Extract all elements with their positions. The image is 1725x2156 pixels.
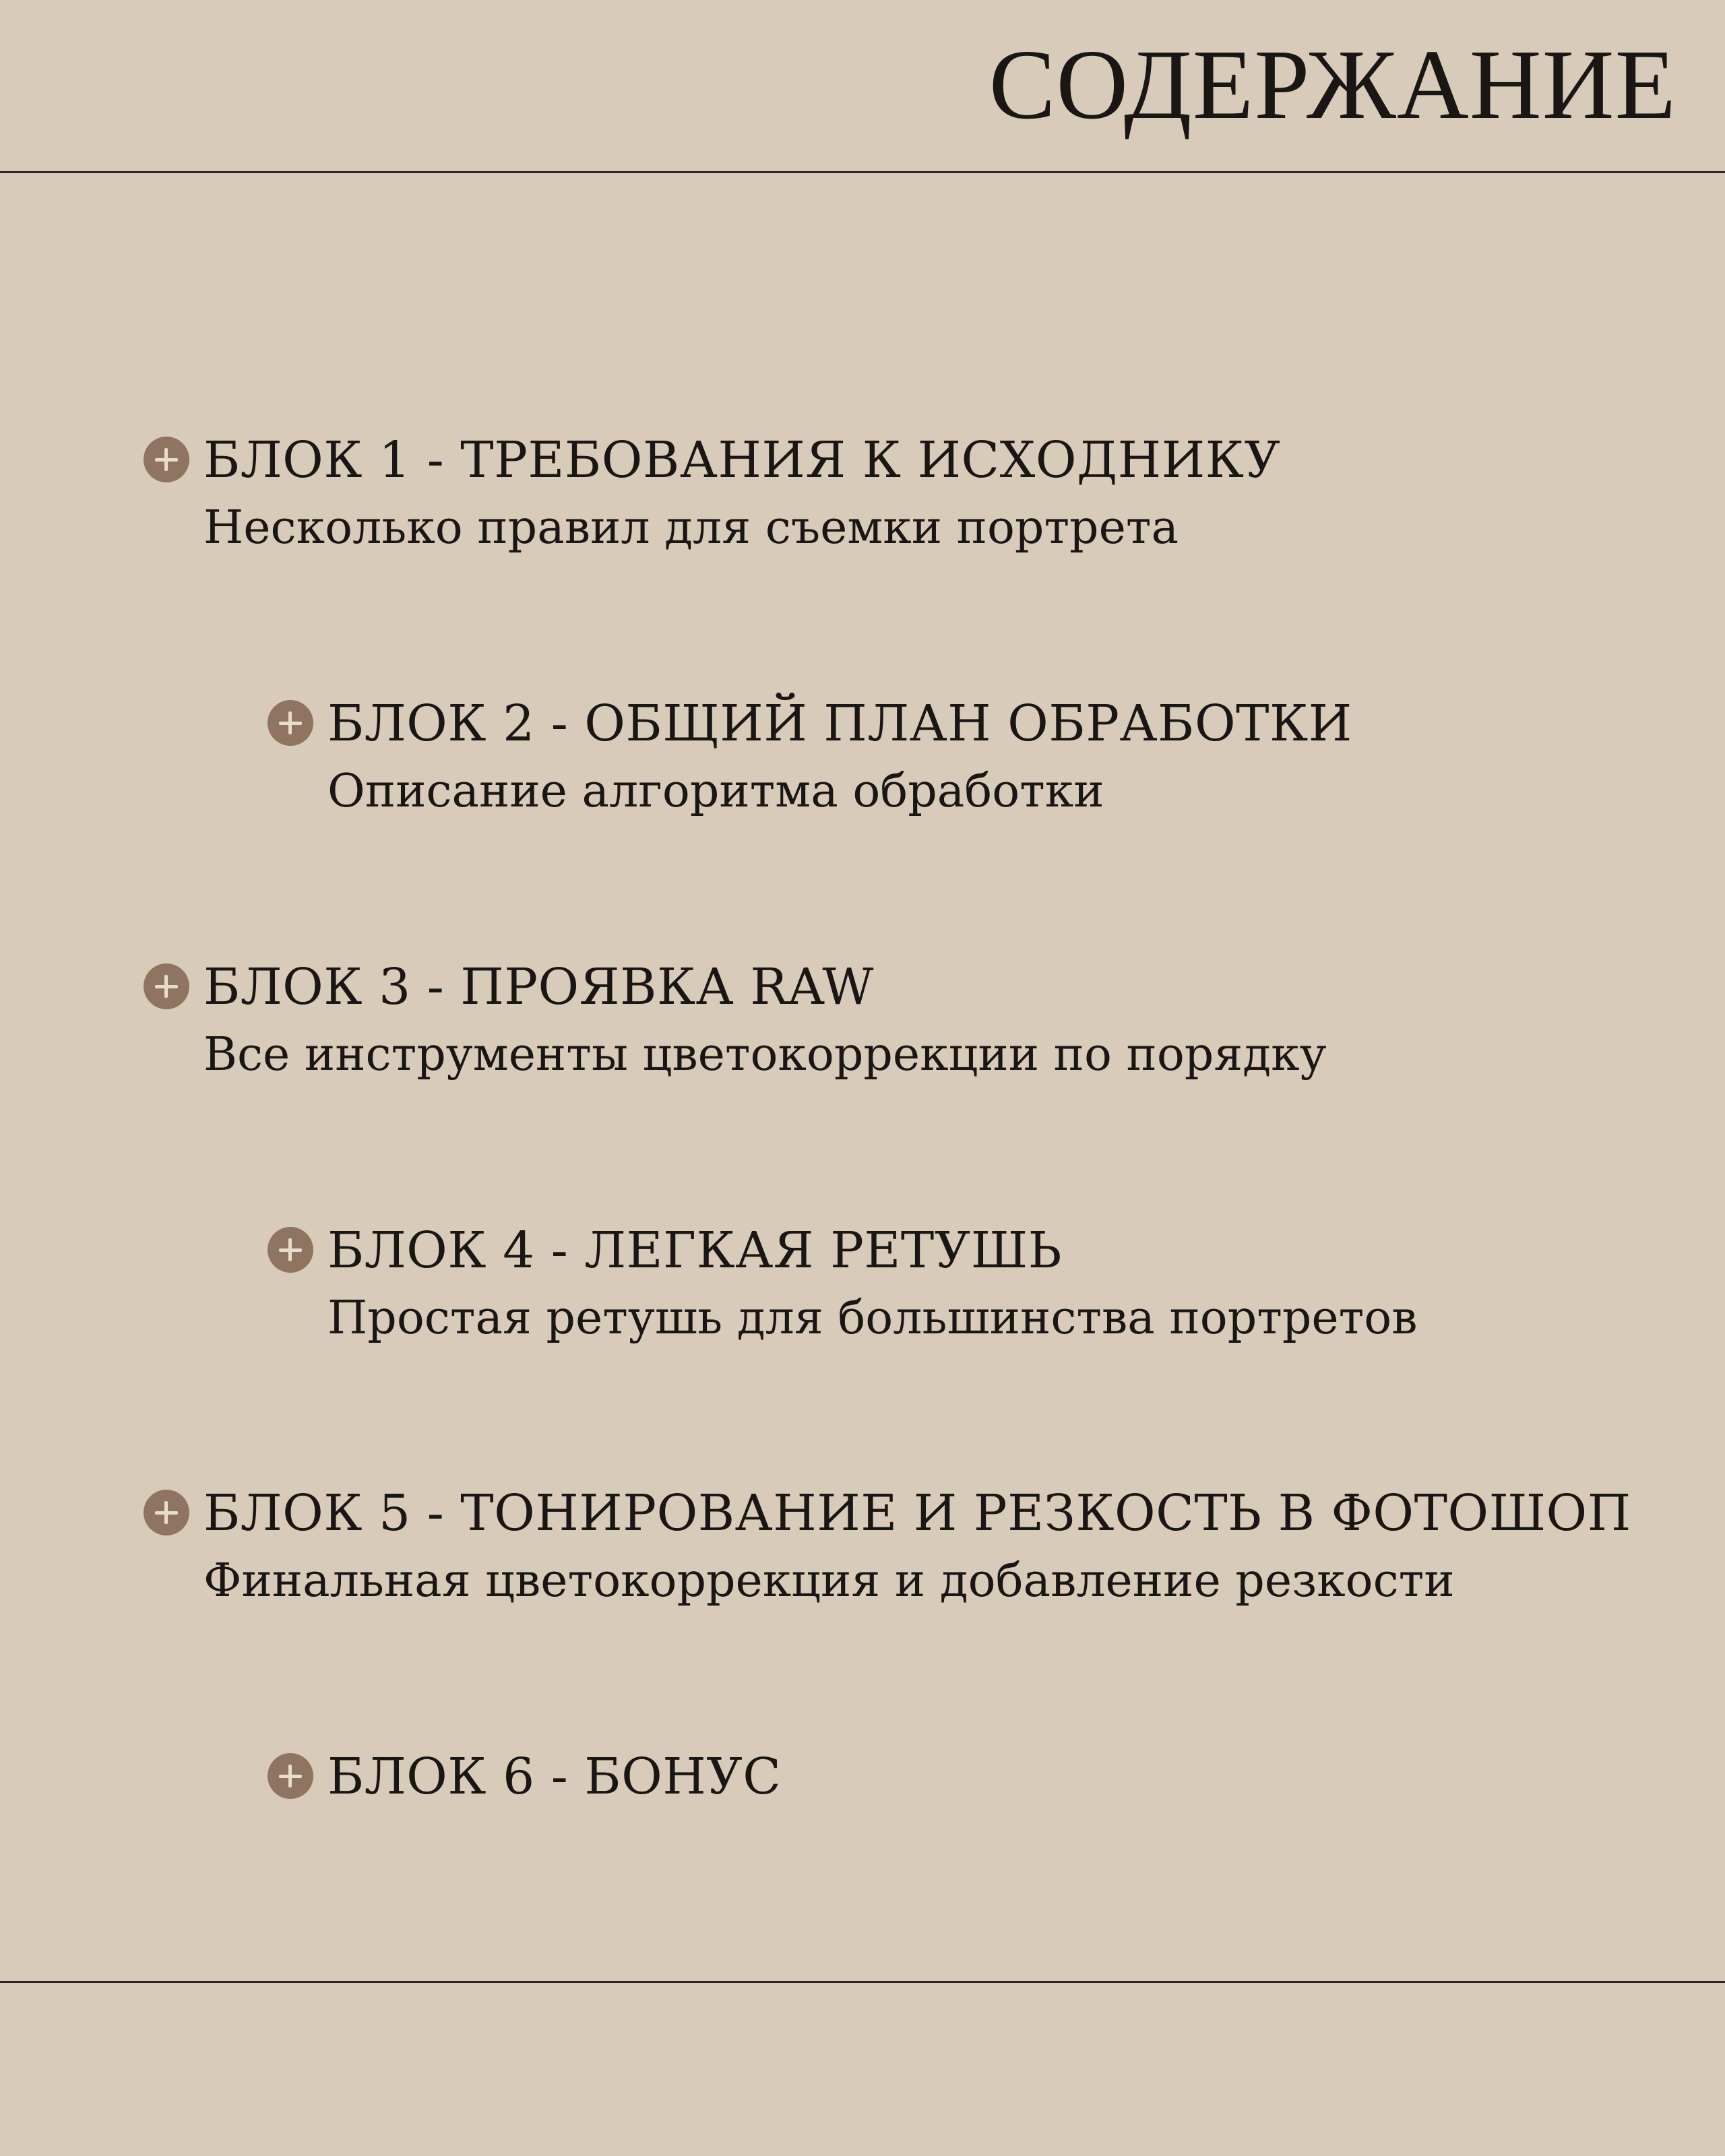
plus-circle-icon: [268, 1227, 313, 1273]
toc-item-heading: БЛОК 5 - ТОНИРОВАНИЕ И РЕЗКОСТЬ В ФОТОШОП: [203, 1484, 1631, 1542]
toc-item-heading: БЛОК 3 - ПРОЯВКА RAW: [203, 958, 874, 1016]
toc-item-heading: БЛОК 6 - БОНУС: [327, 1748, 782, 1806]
footer-divider: [0, 1981, 1725, 1983]
plus-circle-icon: [144, 437, 189, 482]
toc-item-subtitle: Финальная цветокоррекция и добавление резкости: [203, 1554, 1455, 1608]
plus-circle-icon: [268, 700, 313, 746]
header-divider: [0, 171, 1725, 173]
plus-circle-icon: [144, 963, 189, 1009]
toc-item-heading: БЛОК 1 - ТРЕБОВАНИЯ К ИСХОДНИКУ: [203, 431, 1281, 489]
plus-circle-icon: [144, 1490, 189, 1535]
toc-item-subtitle: Описание алгоритма обработки: [327, 765, 1104, 818]
page-title: СОДЕРЖАНИЕ: [989, 30, 1676, 140]
toc-item-heading: БЛОК 2 - ОБЩИЙ ПЛАН ОБРАБОТКИ: [327, 695, 1352, 753]
toc-item-subtitle: Все инструменты цветокоррекции по порядку: [203, 1028, 1327, 1081]
toc-item-subtitle: Простая ретушь для большинства портретов: [327, 1292, 1418, 1345]
plus-circle-icon: [268, 1753, 313, 1799]
toc-item-subtitle: Несколько правил для съемки портрета: [203, 501, 1179, 554]
toc-item-heading: БЛОК 4 - ЛЕГКАЯ РЕТУШЬ: [327, 1222, 1063, 1279]
